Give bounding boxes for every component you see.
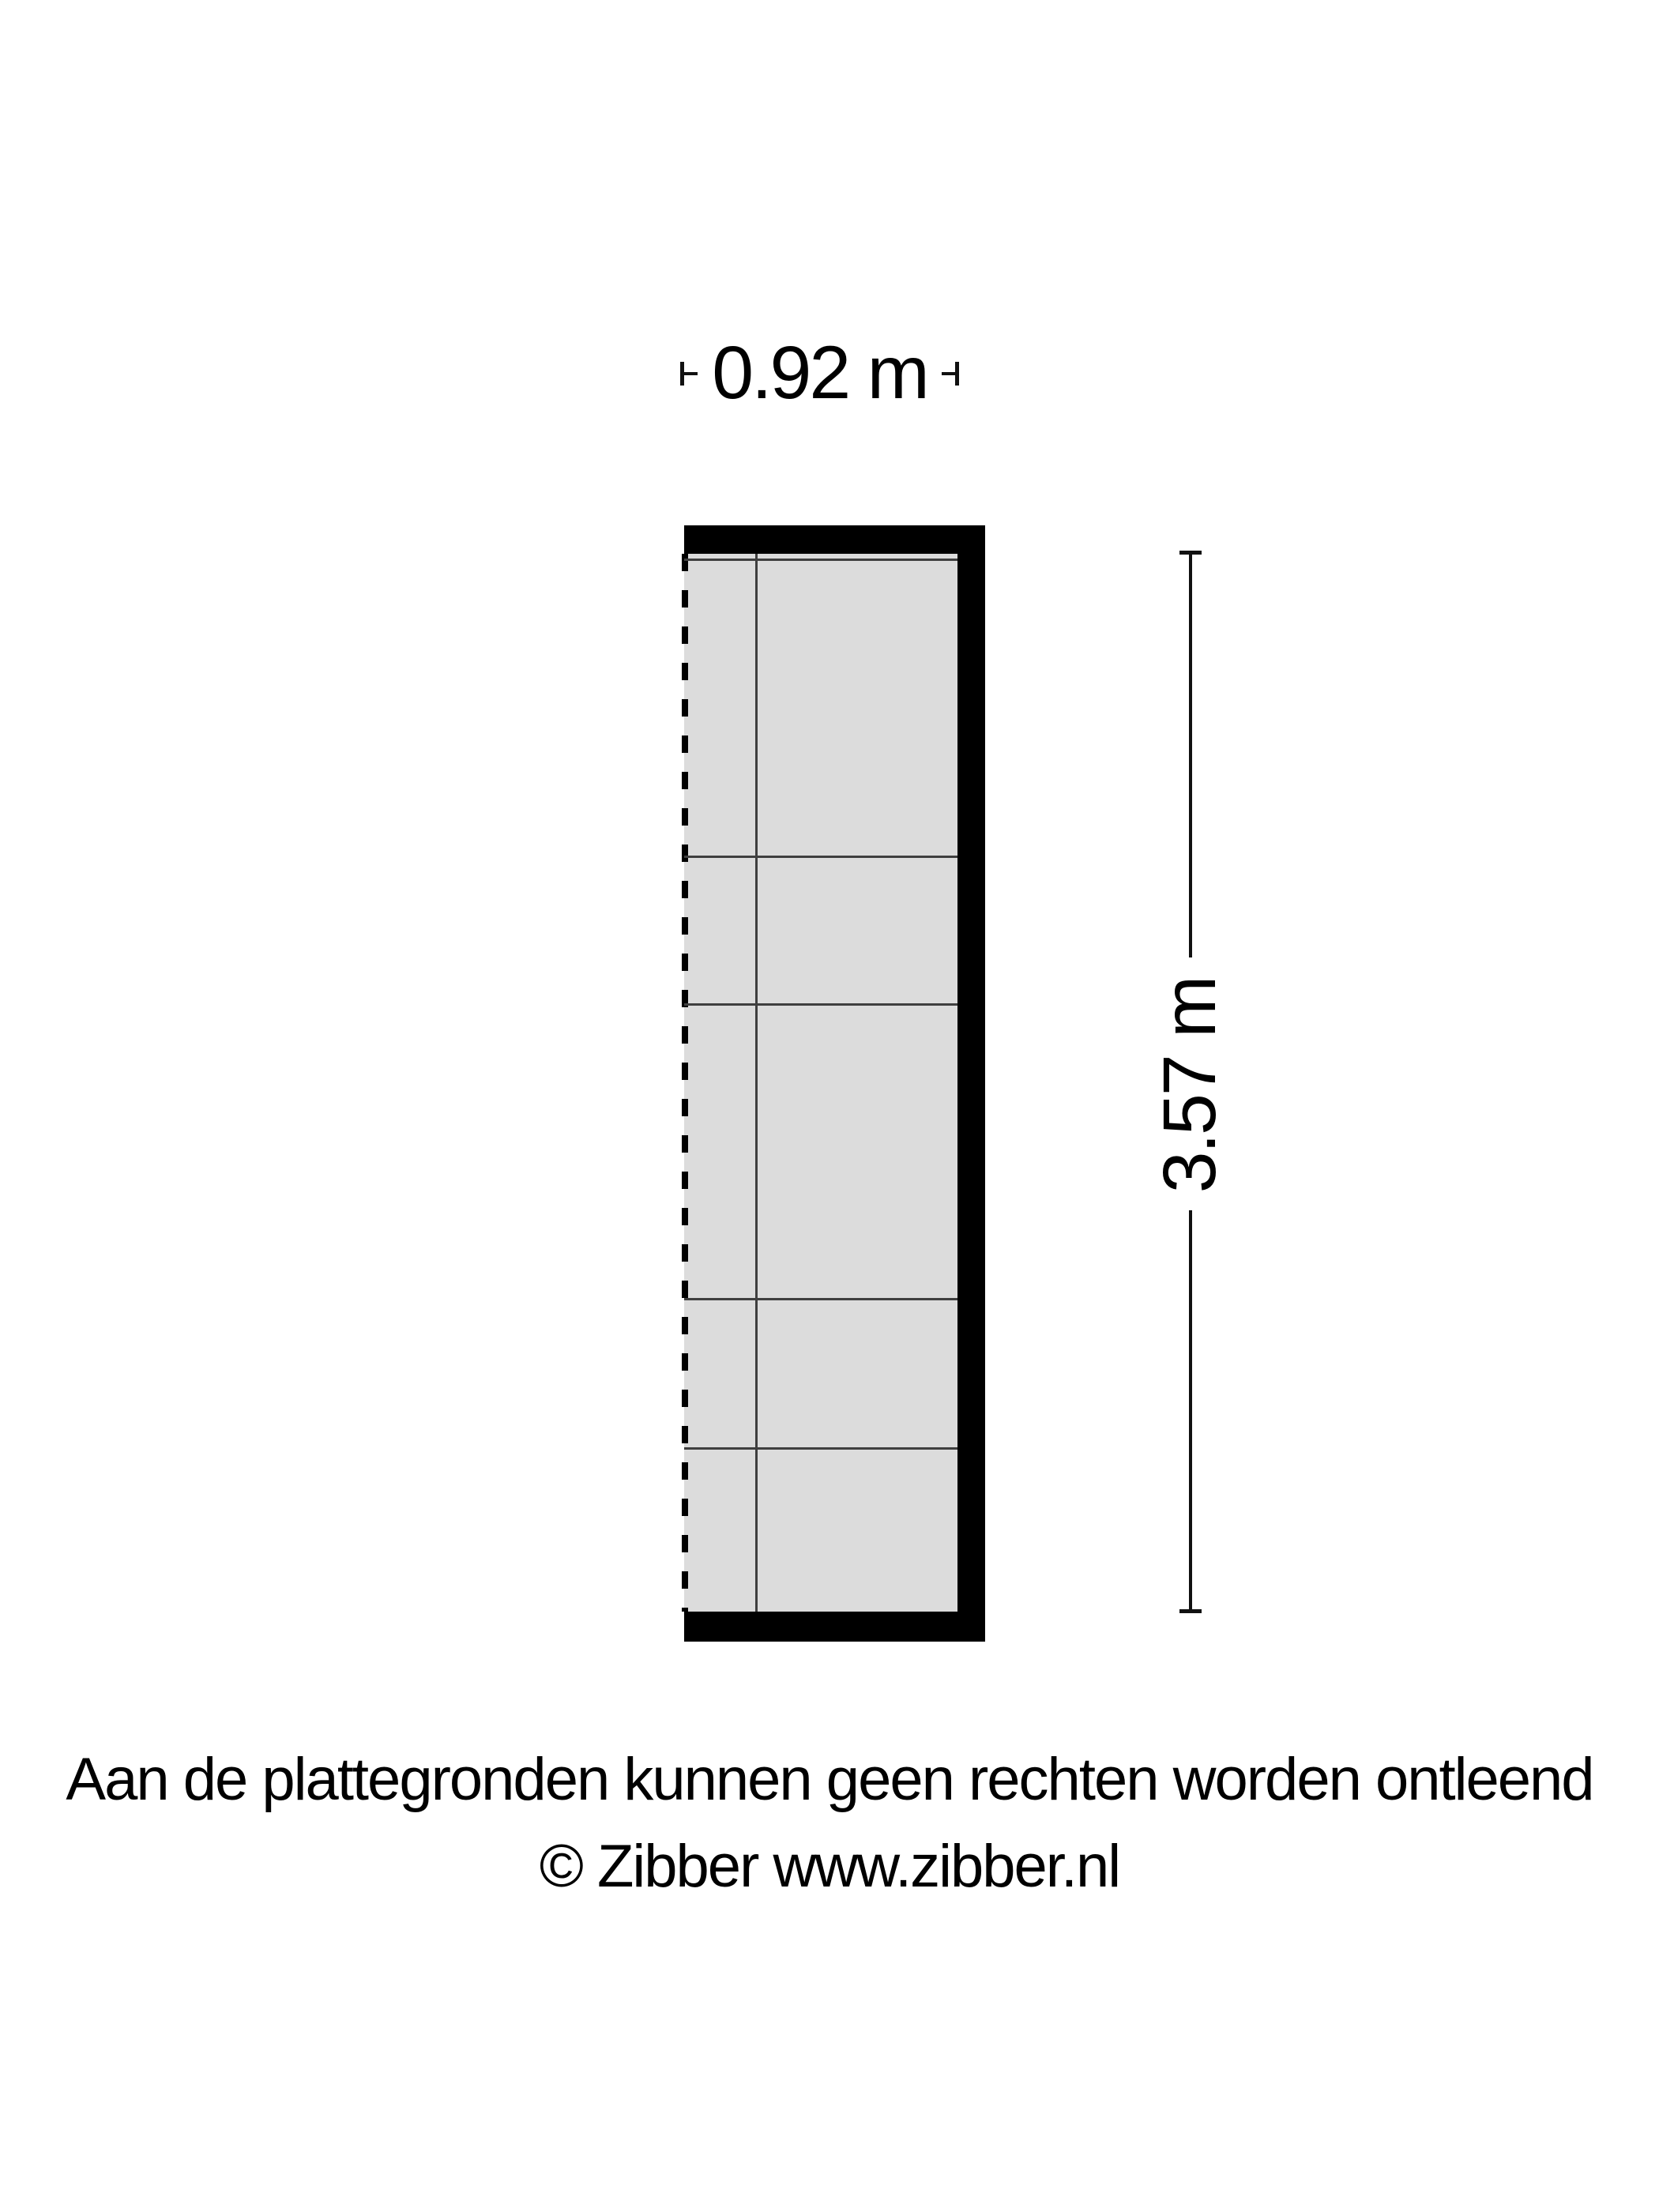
copyright-text: © Zibber www.zibber.nl xyxy=(539,1833,1120,1900)
side-dimension-tick-bottom-icon xyxy=(1179,1609,1202,1613)
room-floor xyxy=(684,554,957,1612)
top-dimension-label: 0.92 m xyxy=(712,331,927,415)
side-dimension-line-upper xyxy=(1189,553,1192,957)
shelf-line-4 xyxy=(684,1447,957,1450)
wall-right xyxy=(957,525,985,1642)
wall-bottom xyxy=(684,1612,985,1642)
room-berging xyxy=(684,525,985,1642)
side-dimension-line-lower xyxy=(1189,1210,1192,1612)
wall-top xyxy=(684,525,985,554)
side-dimension-label: 3.57 m xyxy=(1147,977,1232,1194)
disclaimer-text: Aan de plattegronden kunnen geen rechten worden ontleend xyxy=(66,1746,1593,1813)
shelf-line-2 xyxy=(684,1003,957,1006)
divider-vertical-line xyxy=(755,554,758,1612)
shelf-line-1 xyxy=(684,856,957,858)
dimension-tick-right-icon xyxy=(942,362,959,386)
shelf-line-top xyxy=(684,559,957,561)
shelf-line-3 xyxy=(684,1298,957,1300)
open-side-dashed-line xyxy=(682,554,688,1612)
